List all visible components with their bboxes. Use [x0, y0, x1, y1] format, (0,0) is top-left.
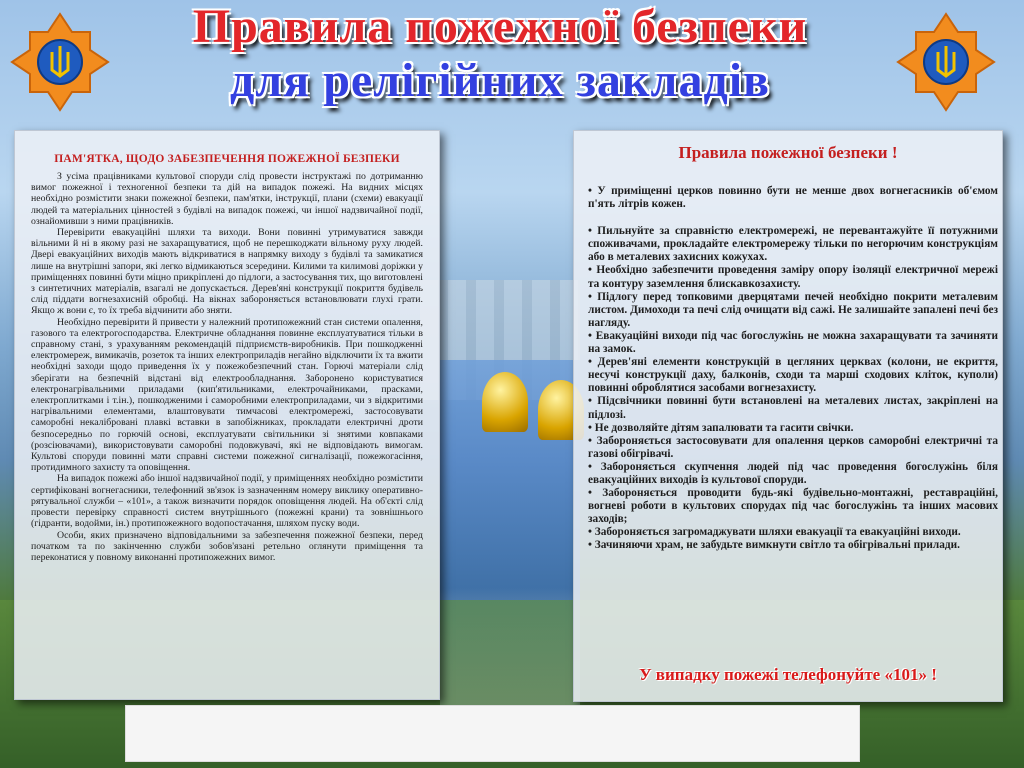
rule-item: • Необхідно забезпечити проведення заміру опору ізоляції електричної мережі та контуру заземлення блискавкозахисту.: [588, 264, 998, 290]
title-line-1: Правила пожежної безпеки: [192, 0, 808, 53]
rule-item: • Підлогу перед топковими дверцятами печей необхідно покрити металевим листом. Димоходи та печі слід очищати від сажі. Не залишайте запалені печі без нагляду.: [588, 290, 998, 329]
rule-item: • Пильнуйте за справністю електромережі, не перевантажуйте її потужними споживачами, прокладайте електромережу тільки по негорючим конструкціям або в металевих захисних кожухах.: [588, 225, 998, 264]
rule-item: • Евакуаційні виходи під час богослужінь не можна захаращувати та зачиняти на замок.: [588, 329, 998, 356]
golden-dome: [482, 372, 528, 432]
rule-item: • Забороняється застосовувати для опалення церков саморобні електричні та газові обігрівачі.: [588, 434, 998, 460]
dsns-emblem-icon: [10, 12, 110, 112]
title-line-2: для релігійних закладів: [230, 54, 770, 107]
rule-item: • Дерев'яні елементи конструкцій в цегляних церквах (колони, не екриття, несучі конструкції даху, балконів, сходи та марші сходових кліток, куполи) повинні оброблятися засобами вогнезахисту.: [588, 356, 998, 395]
memo-paragraph: Особи, яких призначено відповідальними за забезпечення пожежної безпеки, перед початком та по закінченню служби зобов'язані ретельно оглянути приміщення та переконатися у повному виконанні протипожежних вимог.: [31, 529, 423, 563]
rule-item: • Підсвічники повинні бути встановлені на металевих листах, закріплені на підлозі.: [588, 395, 998, 421]
memo-paragraph: Перевірити евакуаційні шляхи та виходи. Вони повинні утримуватися завжди вільними й ні в якому разі не захаращуватися, щоб не перешкоджати вільному руху людей. Двері евакуаційних виходів мають відкриватися в напрямку виходу з будівлі та замикатися лише на внутрішні запори, які легко відмикаються зсередини. Килими та килимові доріжки у приміщеннях повинні бути міцно прикріплені до підлоги, а застосування тих, що виготовлені з синтетичних матеріалів, взагалі не допускається. Дерев'яні конструкції покриття будівель слід піддати вогнезахисній обробці. На вікнах забороняється встановлювати глухі грати. Якщо ж вони є, то їх треба відчинити або зняти.: [31, 227, 423, 317]
rules-panel: [573, 130, 1003, 702]
rule-item: • Забороняється скупчення людей під час проведення богослужінь біля евакуаційних виходів із культової споруди.: [588, 460, 998, 486]
memo-paragraph: З усіма працівниками культової споруди слід провести інструктажі по дотриманню вимог пожежної і техногенної безпеки та дій на випадок пожежі. На видних місцях необхідно розмістити знаки пожежної безпеки, пам'ятки, інструкції, плани (схеми) евакуації людей та матеріальних цінностей з будівлі на випадок пожежі, чи іншої надзвичайної події, ознайомивши з ними працівників.: [31, 171, 423, 227]
memo-heading: ПАМ'ЯТКА, ЩОДО ЗАБЕЗПЕЧЕННЯ ПОЖЕЖНОЇ БЕЗПЕКИ: [54, 153, 400, 165]
dsns-emblem-icon: [896, 12, 996, 112]
rules-list: [588, 185, 998, 553]
rule-item: • У приміщенні церков повинно бути не менше двох вогнегасників об'ємом п'ять літрів кожен.: [588, 185, 998, 211]
memo-paragraph: На випадок пожежі або іншої надзвичайної події, у приміщеннях необхідно розмістити сертифіковані вогнегасники, телефонний зв'язок із зазначенням номеру виклику оперативно-рятувальної служби – «101», а також визначити порядок оповіщення людей. На об'єкті слід провести перевірку справності систем внутрішнього (пожежні крани) та зовнішнього (гідранти, водойми, ін.) протипожежного водопостачання, шляхом пуску води.: [31, 473, 423, 530]
rules-heading: Правила пожежної безпеки !: [678, 143, 898, 162]
rule-item: • Не дозволяйте дітям запалювати та гасити свічки.: [588, 421, 854, 434]
emergency-call-note: У випадку пожежі телефонуйте «101» !: [639, 665, 937, 684]
rule-item: • Зачиняючи храм, не забудьте вимкнути світло та обігрівальні прилади.: [588, 539, 960, 552]
bottom-blank-bar: [125, 705, 860, 762]
page-title: [110, 0, 890, 108]
rule-item: • Забороняється загромаджувати шляхи евакуації та евакуаційні виходи.: [588, 526, 961, 539]
memo-paragraph: Необхідно перевірити й привести у належний протипожежний стан системи опалення, газового та електрогосподарства. Електричне обладнання повинне експлуатуватися тільки в справному стані, з урахуванням рекомендацій підприємств-виробників. При пошкодженні електромереж, вимикачів, розеток та інших електроприладів негайно відключити їх та вжити необхідні заходи щодо приведення їх у пожежобезпечний стан. Горючі матеріали слід зберігати на безпечній відстані від електрообладнання. Заборонено користуватися електронагрівальними приладами (кип'ятильниками, електрочайниками, прасками, електроплитками і т.ін.), пошкодженими і саморобними електроприладами, чи з відкритими нагрівальними елементами, влаштовувати тимчасові електромережі, застосовувати саморобні некалібровані плавкі вставки в запобіжниках, прокладати електричні дроти безпосередньо по горючій основі, експлуатувати світильники зі знятими ковпаками (розсіювачами), використовувати саморобні подовжувачі, які не відповідають вимогам. Культові споруди повинні мати справні системи пожежної сигналізації, пожежогасіння, протидимного захисту та оповіщення.: [31, 316, 423, 474]
rule-item: • Забороняється проводити будь-які будівельно-монтажні, реставраційні, вогневі роботи в культових спорудах під час богослужінь та інших масових заходів;: [588, 487, 998, 526]
memo-panel: [14, 130, 440, 700]
memo-text: [31, 171, 423, 563]
